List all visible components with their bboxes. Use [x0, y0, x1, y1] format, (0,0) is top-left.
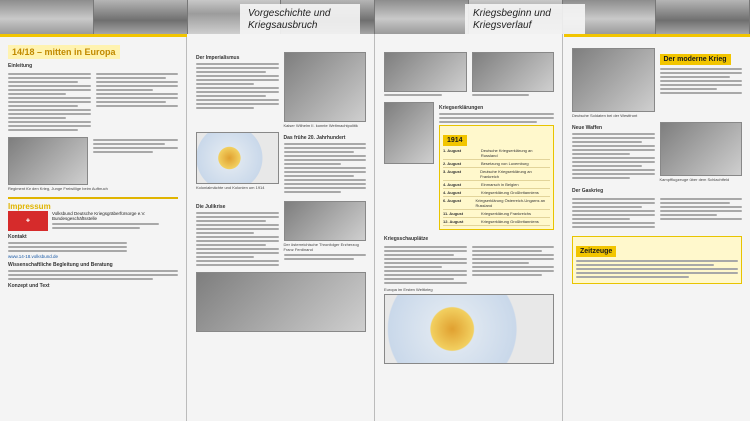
timeline-date: 11. August [443, 211, 464, 216]
photo-crowd [384, 52, 467, 92]
intro-heading: Einleitung [8, 63, 33, 69]
header-photo [656, 0, 750, 34]
photo-volunteers [8, 137, 88, 185]
panel-kriegsverlauf [564, 34, 750, 421]
timeline-text: Besetzung von Luxemburg [481, 161, 529, 166]
timeline-row [443, 189, 550, 197]
timeline-text: Einmarsch in Belgien [481, 182, 519, 187]
photo-franz-ferdinand [284, 201, 367, 241]
photo-planes [660, 122, 743, 176]
new-weapons-heading: Neue Waffen [572, 125, 603, 131]
org-sub: Bundesgeschäftsstelle [52, 216, 98, 221]
europe-map-caption: Europa im Ersten Weltkrieg [384, 287, 433, 292]
contact-url[interactable]: www.14-18.volksbund.de [8, 254, 59, 259]
timeline-row [443, 147, 550, 160]
julikrise-heading: Die Julikrise [196, 204, 226, 210]
contact-heading: Kontakt [8, 234, 27, 240]
timeline-row [443, 181, 550, 189]
yellow-accent-bar [564, 34, 750, 37]
timeline-text: Kriegserklärung Großbritanniens [481, 219, 539, 224]
timeline-text: Kriegserklärung Großbritanniens [481, 190, 539, 195]
soldiers-caption: Deutsche Soldaten bei der Westfront [572, 113, 638, 118]
volksbund-logo-icon: ✚ [8, 211, 48, 231]
photo-sarajevo [196, 272, 366, 332]
panel-headline: 14/18 – mitten in Europa [8, 45, 120, 59]
section-title-kriegsbeginn: Kriegsbeginn und Kriegsverlauf [465, 4, 585, 34]
header-photo [375, 0, 469, 34]
colonial-map [196, 132, 279, 184]
map-caption: Kolonialmächte und Kolonien um 1914 [196, 185, 265, 190]
gas-war-heading: Der Gaskrieg [572, 188, 604, 194]
kaiser-caption: Kaiser Wilhelm II. konnte Weltmachtpolitik [283, 123, 358, 128]
science-heading: Wissenschaftliche Begleitung und Beratung [8, 262, 113, 268]
timeline-text: Deutsche Kriegserklärung an Frankreich [480, 169, 532, 179]
photo-mobilization [472, 52, 555, 92]
timeline-date: 1. August [443, 148, 462, 153]
panel-vorgeschichte [188, 34, 375, 421]
section-title-vorgeschichte: Vorgeschichte und Kriegsausbruch [240, 4, 360, 34]
imprint-heading: Impressum [8, 202, 51, 211]
timeline-row [443, 210, 550, 218]
header-photo [0, 0, 94, 34]
photo-caption: Regiment für den Krieg, Junge Freiwillige beim Aufbruch [8, 186, 108, 191]
imperialism-heading: Der Imperialismus [196, 55, 240, 61]
timeline-row [443, 197, 550, 210]
timeline-date: 6. August [443, 198, 462, 203]
timeline-list [443, 147, 550, 226]
panel-intro [0, 34, 187, 421]
europe-map [384, 294, 554, 364]
timeline-date: 2. August [443, 161, 462, 166]
timeline-text: Kriegserklärung Österreich-Ungarns an Russland [475, 198, 546, 208]
declarations-heading: Kriegserklärungen [439, 105, 484, 111]
photo-soldiers [572, 48, 655, 112]
timeline-row [443, 218, 550, 226]
modern-war-heading: Der moderne Krieg [660, 54, 731, 65]
concept-heading: Konzept und Text [8, 283, 50, 289]
photo-kaiser [284, 52, 367, 122]
timeline-row [443, 168, 550, 181]
timeline-box [439, 125, 554, 230]
photo-poster [384, 102, 434, 164]
timeline-title: 1914 [443, 135, 467, 146]
timeline-date: 4. August [443, 190, 462, 195]
timeline-text: Kriegserklärung Frankreichs [481, 211, 532, 216]
org-name: Volksbund Deutsche Kriegsgräberfürsorge e.V. [52, 211, 146, 216]
panel-kriegsbeginn [376, 34, 563, 421]
header-photo-strip [0, 0, 750, 34]
planes-caption: Kampfflugzeuge über dem Schlachtfeld [659, 177, 730, 182]
timeline-text: Deutsche Kriegserklärung an Russland [480, 148, 533, 158]
timeline-date: 12. August [443, 219, 464, 224]
timeline-row [443, 160, 550, 168]
early-century-heading: Das frühe 20. Jahrhundert [283, 135, 346, 141]
header-photo [94, 0, 188, 34]
witness-box [572, 236, 742, 284]
theatres-heading: Kriegsschauplätze [384, 236, 429, 242]
yellow-accent-bar [0, 34, 187, 37]
franz-ferdinand-caption: Der österreichische Thronfolger Erzherzog Franz Ferdinand [283, 242, 359, 252]
timeline-date: 3. August [443, 169, 462, 174]
timeline-date: 4. August [443, 182, 462, 187]
witness-heading: Zeitzeuge [576, 246, 616, 257]
